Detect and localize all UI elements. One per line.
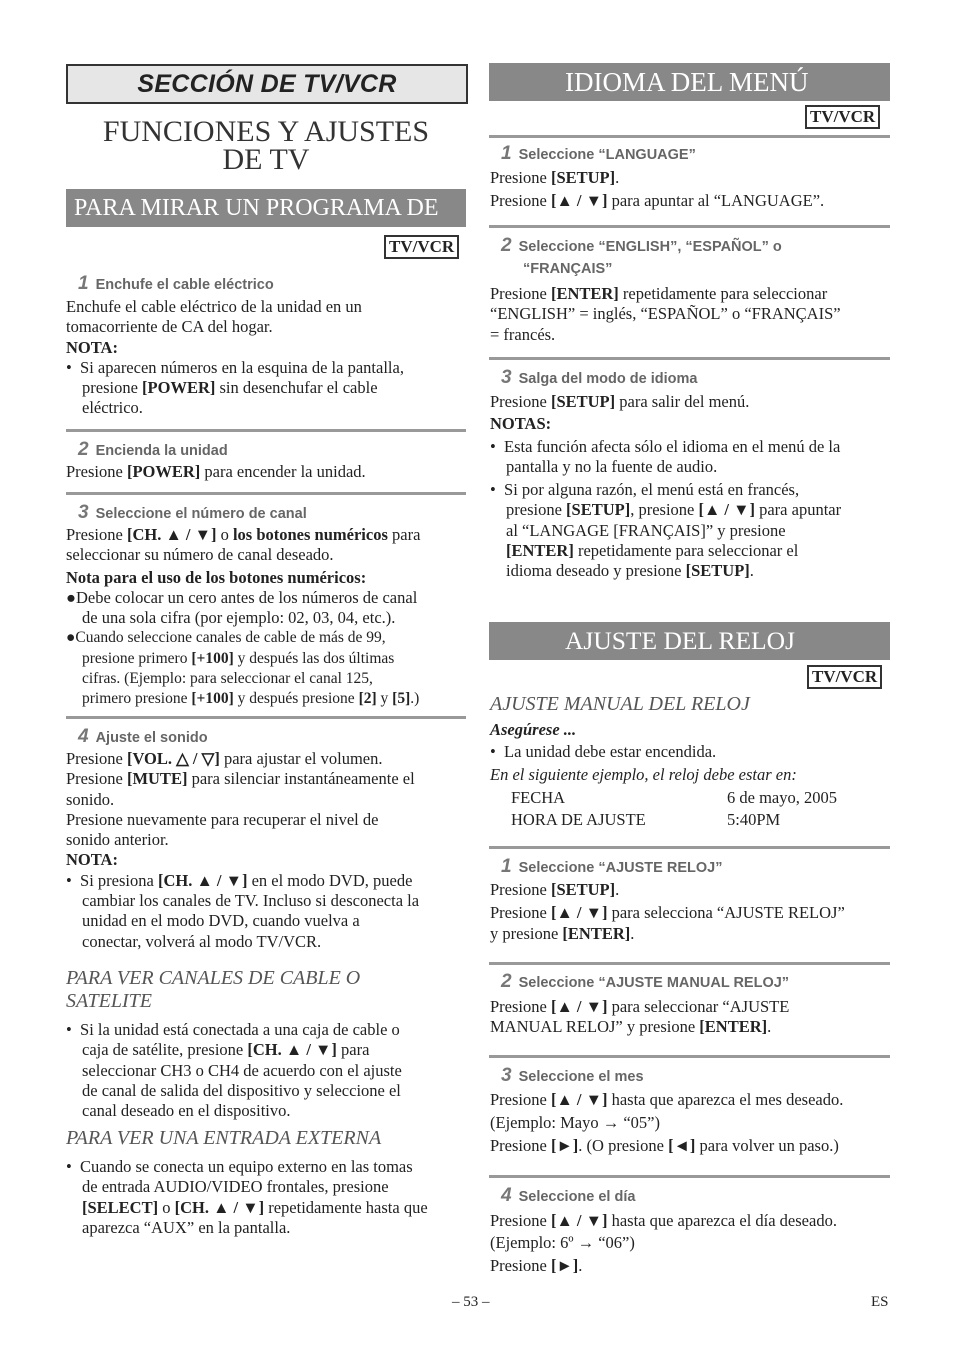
- clock-intro: Asegúrese ... • La unidad debe estar encendida. En el siguiente ejemplo, el reloj debe estar en:: [490, 720, 797, 784]
- section-header: SECCIÓN DE TV/VCR: [137, 70, 397, 98]
- step-2-title: 2 Encienda la unidad: [78, 439, 228, 460]
- clock-example-table: FECHA 6 de mayo, 2005 HORA DE AJUSTE 5:40PM: [511, 788, 837, 829]
- lang-step-3-body: Presione [SETUP] para salir del menú. NOTAS: • Esta función afecta sólo el idioma en el menú de la pantalla y no la fuente de audio. • Si por alguna razón, el menú está en francés, presione [SETUP], presione [▲ / ▼] para apuntar al “LANGAGE [FRANÇAIS]” y presione [ENTER] repetidamente para seleccionar el idioma deseado y presione [SETUP].: [490, 392, 842, 581]
- page-number: – 53 –: [452, 1294, 490, 1310]
- clock-step-1-title: 1 Seleccione “AJUSTE RELOJ”: [501, 856, 723, 877]
- divider: [66, 716, 466, 719]
- lang-step-1-title: 1 Seleccione “LANGUAGE”: [501, 143, 696, 164]
- section-bar-watch-tv: PARA MIRAR UN PROGRAMA DE TV: [66, 189, 466, 227]
- heading-cable-satellite: PARA VER CANALES DE CABLE O SATELITE: [66, 967, 361, 1012]
- divider: [66, 429, 466, 432]
- clock-step-1-body: Presione [SETUP]. Presione [▲ / ▼] para selecciona “AJUSTE RELOJ” y presione [ENTER].: [490, 880, 845, 943]
- clock-step-2-body: Presione [▲ / ▼] para seleccionar “AJUSTE MANUAL RELOJ” y presione [ENTER].: [490, 997, 790, 1037]
- cable-body: • Si la unidad está conectada a una caja de cable o caja de satélite, presione [CH. ▲ / ▼] para seleccionar CH3 o CH4 de acuerdo con el ajuste de canal de salida del dispositivo y seleccione el canal deseado en el dispositivo.: [66, 1020, 402, 1121]
- divider: [489, 357, 890, 360]
- clock-step-4-title: 4 Seleccione el día: [501, 1185, 636, 1206]
- external-body: • Cuando se conecta un equipo externo en las tomas de entrada AUDIO/VIDEO frontales, presione [SELECT] o [CH. ▲ / ▼] repetidamente hasta que aparezca “AUX” en la pantalla.: [66, 1157, 428, 1237]
- divider: [66, 492, 466, 495]
- divider: [489, 1175, 890, 1178]
- step-4-body: Presione [VOL. △ / ▽] para ajustar el volumen. Presione [MUTE] para silenciar instantáneamente el sonido. Presione nuevamente para recuperar el nivel de sonido anterior. NOTA: • Si presiona [CH. ▲ / ▼] en el modo DVD, puede cambiar los canales de TV. Incluso si desconecta la unidad en el modo DVD, cuando vuelva a conectar, volverá al modo TV/VCR.: [66, 749, 420, 951]
- tvvcr-tag: TV/VCR: [807, 665, 882, 689]
- lang-step-2-body: Presione [ENTER] repetidamente para seleccionar “ENGLISH” = inglés, “ESPAÑOL” o “FRANÇAIS” = francés.: [490, 284, 841, 344]
- section-header-box: [66, 64, 468, 104]
- page-title: FUNCIONES Y AJUSTES DE TV: [102, 115, 430, 176]
- lang-step-3-title: 3 Salga del modo de idioma: [501, 367, 698, 388]
- divider: [489, 225, 890, 228]
- clock-step-2-title: 2 Seleccione “AJUSTE MANUAL RELOJ”: [501, 971, 790, 992]
- section-bar-clock-setting: AJUSTE DEL RELOJ: [489, 622, 890, 660]
- tvvcr-tag: TV/VCR: [805, 105, 880, 129]
- step-3-body: Presione [CH. ▲ / ▼] o los botones numéricos para seleccionar su número de canal deseado. Nota para el uso de los botones numéricos: ●Debe colocar un cero antes de los números de canal de una sola cifra (por ejemplo: 02, 03, 04, etc.). ●Cuando seleccione canales de cable de más de 99, presione primero [+100] y después las dos últimas cifras. (Ejemplo: para seleccionar el canal 125, primero presione [+100] y después presione [2] y [5].): [66, 525, 421, 708]
- step-2-body: Presione [POWER] para encender la unidad.: [66, 462, 366, 481]
- step-1-body: Enchufe el cable eléctrico de la unidad en un tomacorriente de CA del hogar. NOTA: • Si aparecen números en la esquina de la pantalla, presione [POWER] sin desenchufar el cable eléctrico.: [66, 297, 404, 418]
- lang-step-2-title: 2 Seleccione “ENGLISH”, “ESPAÑOL” o “FRANÇAIS”: [501, 235, 782, 277]
- clock-step-3-body: Presione [▲ / ▼] hasta que aparezca el mes deseado. (Ejemplo: Mayo → “05”) Presione [►]. (O presione [◄] para volver un paso.): [490, 1090, 844, 1155]
- heading-manual-clock: AJUSTE MANUAL DEL RELOJ: [490, 693, 750, 715]
- clock-step-4-body: Presione [▲ / ▼] hasta que aparezca el día deseado. (Ejemplo: 6º → “06”) Presione [►].: [490, 1211, 837, 1275]
- language-code: ES: [871, 1294, 889, 1310]
- divider: [489, 962, 890, 965]
- divider: [489, 135, 890, 138]
- tvvcr-tag: TV/VCR: [384, 235, 459, 259]
- lang-step-1-body: Presione [SETUP]. Presione [▲ / ▼] para apuntar al “LANGUAGE”.: [490, 168, 825, 211]
- heading-external-input: PARA VER UNA ENTRADA EXTERNA: [66, 1127, 382, 1149]
- section-bar-menu-language: IDIOMA DEL MENÚ: [489, 63, 890, 101]
- divider: [489, 1055, 890, 1058]
- step-4-title: 4 Ajuste el sonido: [78, 726, 208, 747]
- divider: [489, 846, 890, 849]
- step-3-title: 3 Seleccione el número de canal: [78, 502, 307, 523]
- step-1-title: 1 Enchufe el cable eléctrico: [78, 273, 274, 294]
- clock-step-3-title: 3 Seleccione el mes: [501, 1065, 644, 1086]
